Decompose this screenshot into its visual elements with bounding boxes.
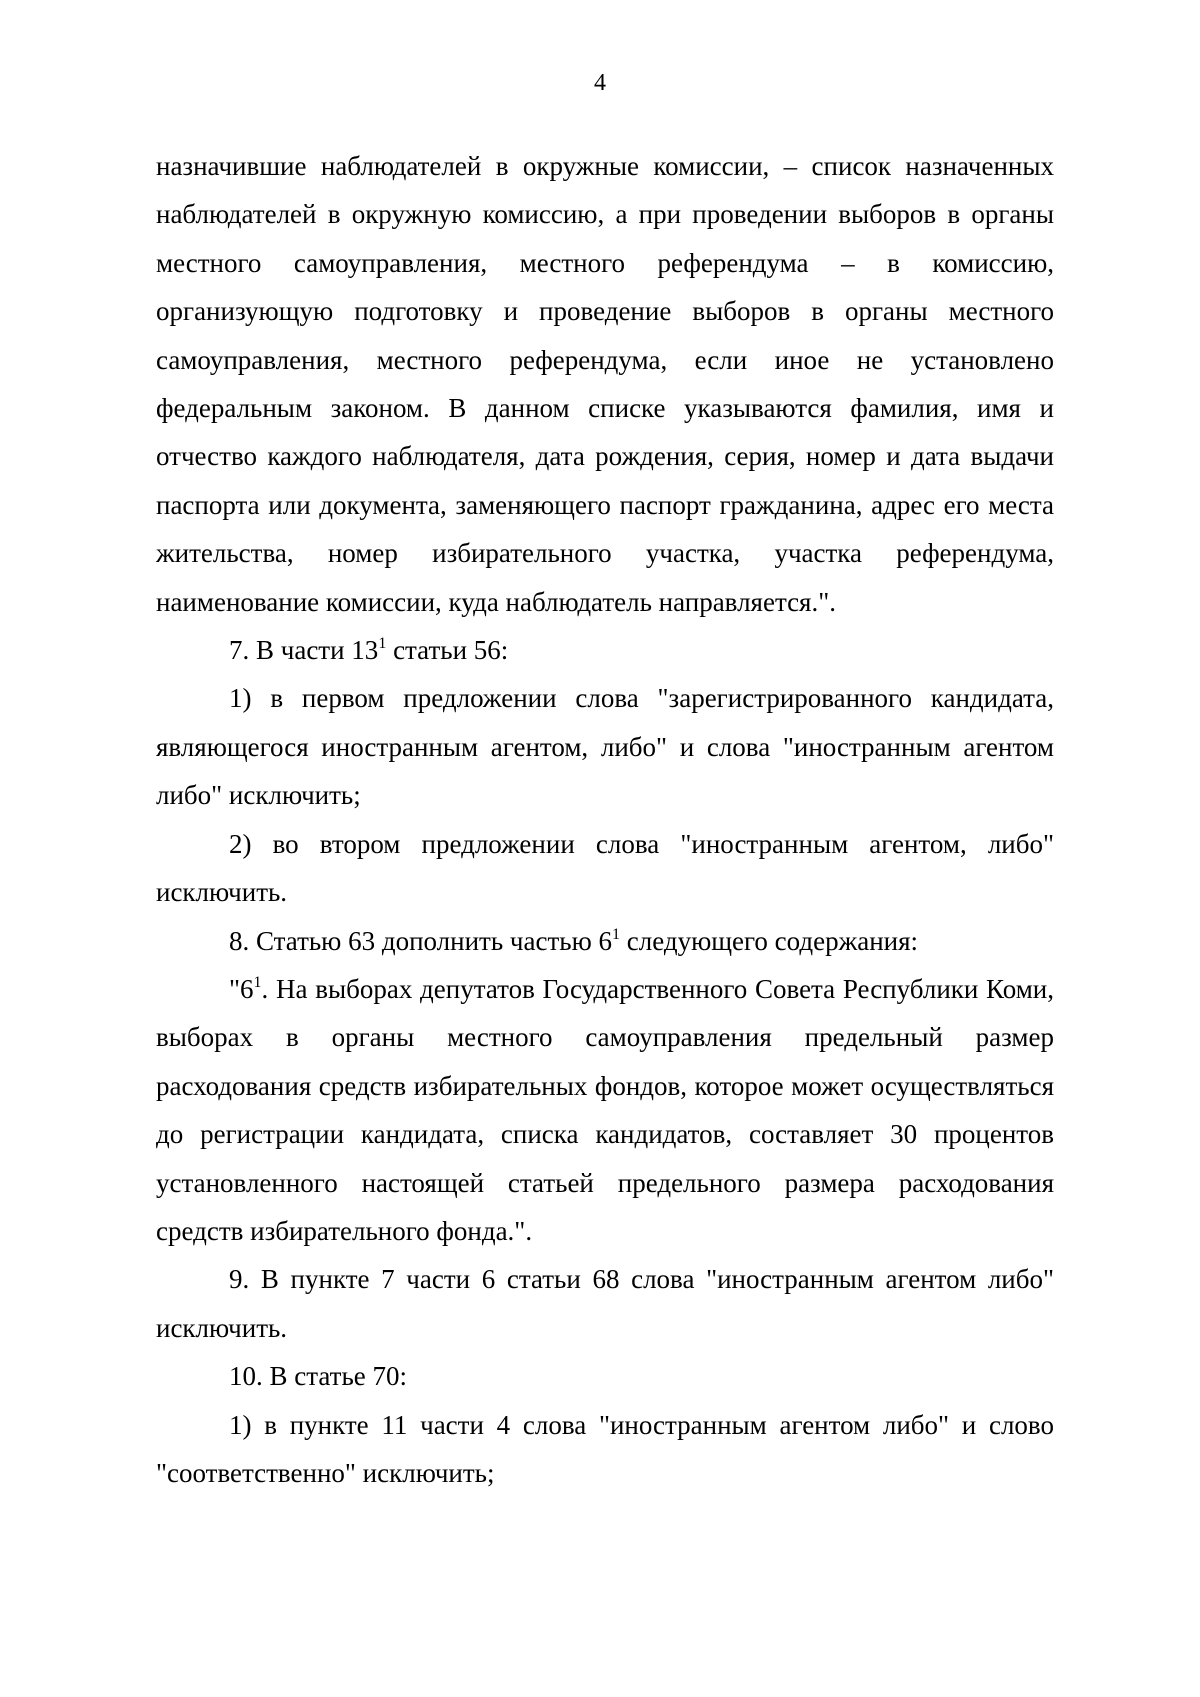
paragraph-text: статьи 56:: [386, 635, 509, 666]
paragraph-text: 8. Статью 63 дополнить частью 6: [229, 925, 612, 956]
paragraph-text: 1) в первом предложении слова "зарегистрированного кандидата, являющегося иностранным агентом, либо" и слова "иностранным агентом либо" исключить;: [156, 683, 1054, 811]
paragraph-text: следующего содержания:: [620, 925, 919, 956]
paragraph-text: 2) во втором предложении слова "иностранным агентом, либо" исключить.: [156, 828, 1054, 908]
superscript: 1: [378, 635, 387, 653]
paragraph: [156, 1401, 1054, 1498]
paragraph-text: 9. В пункте 7 части 6 статьи 68 слова "иностранным агентом либо" исключить.: [156, 1264, 1054, 1343]
paragraph: [156, 965, 1054, 1255]
paragraph: [156, 626, 1054, 674]
paragraph: [156, 820, 1054, 917]
paragraph: [156, 142, 1054, 626]
paragraph-text: назначившие наблюдателей в окружные комиссии, – список назначенных наблюдателей в окружную комиссию, а при проведении выборов в органы местного самоуправления, местного референдума – в комиссию, организующую подготовку и проведение выборов в органы местного самоуправления, местного референдума, если иное не установлено федеральным законом. В данном списке указываются фамилия, имя и отчество каждого наблюдателя, дата рождения, серия, номер и дата выдачи паспорта или документа, заменяющего паспорт гражданина, адрес его места жительства, номер избирательного участка, участка референдума, наименование комиссии, куда наблюдатель направляется.".: [156, 151, 1054, 617]
paragraph-text: 10. В статье 70:: [229, 1361, 408, 1392]
paragraph-text: 7. В части 13: [229, 635, 379, 666]
paragraph: [156, 1255, 1054, 1352]
paragraph-text: 1) в пункте 11 части 4 слова "иностранным агентом либо" и слово "соответственно" исключить;: [156, 1409, 1054, 1488]
document-body: [156, 142, 1054, 1497]
paragraph: [156, 917, 1054, 965]
page-number: 4: [594, 70, 606, 96]
paragraph-text: . На выборах депутатов Государственного Совета Республики Коми, выборах в органы местного самоуправления предельный размер расходования средств избирательных фондов, которое может осуществляться до регистрации кандидата, списка кандидатов, составляет 30 процентов установленного настоящей статьей предельного размера расходования средств избирательного фонда.".: [156, 973, 1054, 1246]
paragraph: [156, 674, 1054, 819]
superscript: 1: [253, 973, 262, 991]
paragraph-text: "6: [229, 973, 254, 1004]
superscript: 1: [612, 925, 620, 943]
paragraph: [156, 1352, 1054, 1400]
